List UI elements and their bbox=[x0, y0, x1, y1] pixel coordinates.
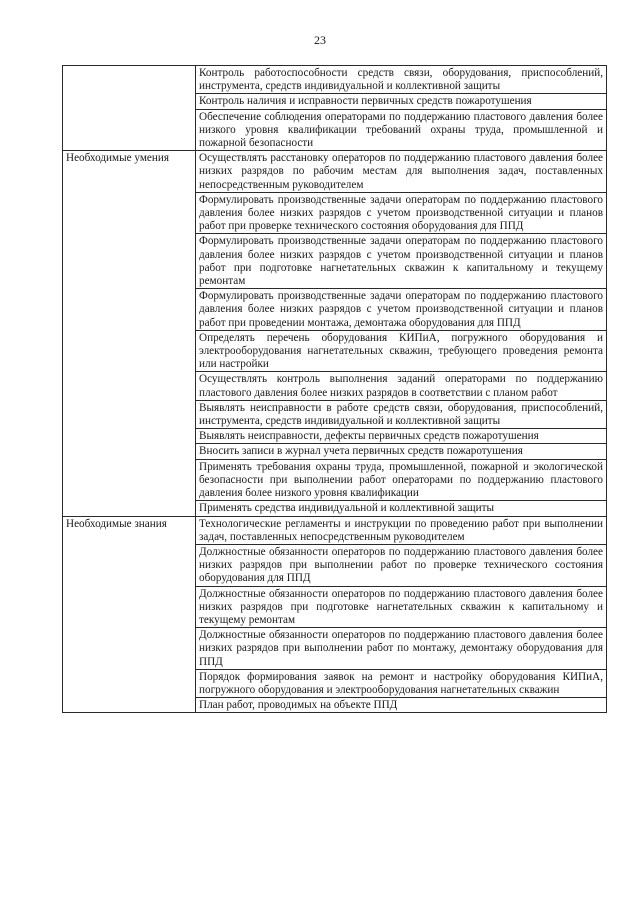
table-row bbox=[63, 151, 607, 193]
table-row bbox=[63, 66, 607, 94]
table-cell: Контроль наличия и исправности первичных средств пожаротушения bbox=[196, 94, 607, 109]
page-number: 23 bbox=[314, 33, 326, 47]
knowledge-item: Должностные обязанности операторов по поддержанию пластового давления более низких разрядов при выполнении работ по проверке технического состояния оборудования для ППД bbox=[196, 544, 607, 586]
skill-item: Выявлять неисправности в работе средств связи, оборудования, приспособлений, инструмента, средств индивидуальной и коллективной защиты bbox=[196, 400, 607, 428]
skill-item: Выявлять неисправности, дефекты первичных средств пожаротушения bbox=[196, 429, 607, 444]
skill-item: Осуществлять контроль выполнения заданий операторами по поддержанию пластового давления более низких разрядов в соответствии с планом работ bbox=[196, 372, 607, 400]
knowledge-item: Должностные обязанности операторов по поддержанию пластового давления более низких разрядов при подготовке нагнетательных скважин к капитальному и текущему ремонтам bbox=[196, 586, 607, 628]
skill-item: Применять требования охраны труда, промышленной, пожарной и экологической безопасности при выполнении работ операторами по поддержанию пластового давления более низкого уровня квалификации bbox=[196, 459, 607, 501]
skill-item: Формулировать производственные задачи операторам по поддержанию пластового давления более низких разрядов с учетом производственной ситуации и планов работ при проверке технического состояния оборудования для ППД bbox=[196, 192, 607, 234]
table-cell: Контроль работоспособности средств связи, оборудования, приспособлений, инструмента, средств индивидуальной и коллективной защиты bbox=[196, 66, 607, 94]
skill-item: Вносить записи в журнал учета первичных средств пожаротушения bbox=[196, 444, 607, 459]
skill-item: Формулировать производственные задачи операторам по поддержанию пластового давления более низких разрядов с учетом производственной ситуации и планов работ при проведении монтажа, демонтажа оборудования для ППД bbox=[196, 289, 607, 331]
skill-item: Формулировать производственные задачи операторам по поддержанию пластового давления более низких разрядов с учетом производственной ситуации и планов работ при подготовке нагнетательных скважин к капитальному и текущему ремонтам bbox=[196, 234, 607, 289]
knowledge-label: Необходимые знания bbox=[63, 516, 196, 713]
skill-item: Определять перечень оборудования КИПиА, погружного оборудования и электрооборудования нагнетательных скважин, требующего проведения ремонта или настройки bbox=[196, 330, 607, 372]
skill-item: Осуществлять расстановку операторов по поддержанию пластового давления более низких разрядов по рабочим местам для выполнения задач, поставленных непосредственным руководителем bbox=[196, 151, 607, 193]
requirements-table bbox=[62, 65, 607, 713]
knowledge-item: Должностные обязанности операторов по поддержанию пластового давления более низких разрядов при выполнении работ по монтажу, демонтажу оборудования для ППД bbox=[196, 628, 607, 670]
knowledge-item: Технологические регламенты и инструкции по проведению работ при выполнении задач, поставленных непосредственным руководителем bbox=[196, 516, 607, 544]
skills-label: Необходимые умения bbox=[63, 151, 196, 516]
knowledge-item: План работ, проводимых на объекте ППД bbox=[196, 698, 607, 713]
skill-item: Применять средства индивидуальной и коллективной защиты bbox=[196, 501, 607, 516]
knowledge-item: Порядок формирования заявок на ремонт и настройку оборудования КИПиА, погружного оборудования и электрооборудования нагнетательных скважин bbox=[196, 669, 607, 697]
empty-label-cell bbox=[63, 66, 196, 151]
table-cell: Обеспечение соблюдения операторами по поддержанию пластового давления более низкого уровня квалификации требований охраны труда, промышленной и пожарной безопасности bbox=[196, 109, 607, 151]
table-row bbox=[63, 516, 607, 544]
